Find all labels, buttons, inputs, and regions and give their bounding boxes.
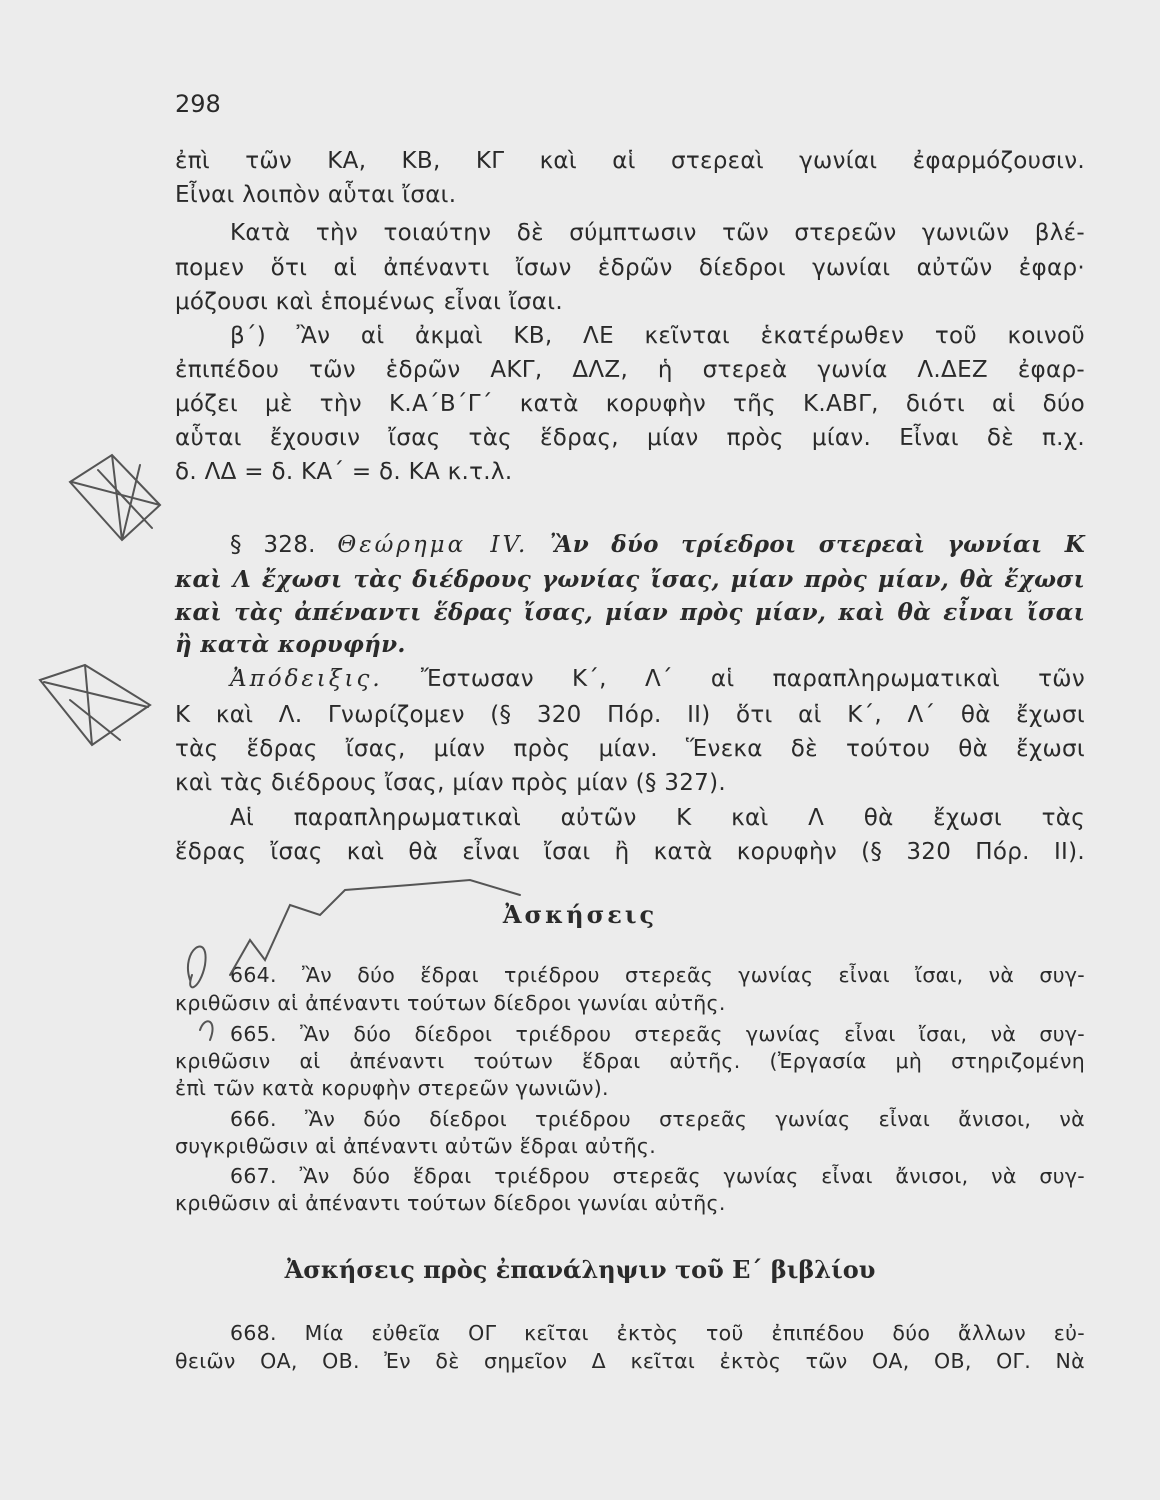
section-number: § 328. <box>230 532 316 558</box>
proof-label: Ἀπόδειξις. <box>230 666 383 692</box>
exercise-line: 667. Ἂν δύο ἕδραι τριέδρου στερεᾶς γωνίας εἶναι ἄνισοι, νὰ συγ- <box>230 1164 1085 1188</box>
exercise-line: κριθῶσιν αἱ ἀπέναντι τούτων δίεδροι γωνίαι αὐτῆς. <box>175 991 726 1015</box>
theorem-line: ἢ κατὰ κορυφήν. <box>175 631 406 658</box>
exercise-line: ἐπὶ τῶν κατὰ κορυφὴν στερεῶν γωνιῶν). <box>175 1076 609 1100</box>
pencil-scribble <box>188 880 520 1040</box>
review-heading: Ἀσκήσεις πρὸς ἐπανάληψιν τοῦ Ε΄ βιβλίου <box>284 1255 876 1284</box>
theorem-line: καὶ Λ ἔχωσι τὰς διέδρους γωνίας ἴσας, μίαν πρὸς μίαν, θὰ ἔχωσι <box>175 566 1085 593</box>
text-line: Αἱ παραπληρωματικαὶ αὐτῶν Κ καὶ Λ θὰ ἔχωσι τὰς <box>230 805 1085 831</box>
text-line: Εἶναι λοιπὸν αὗται ἴσαι. <box>175 182 457 208</box>
text-line: ἐπιπέδου τῶν ἑδρῶν ΑΚΓ, ΔΛΖ, ἡ στερεὰ γωνία Λ.ΔΕΖ ἐφαρ- <box>175 357 1085 383</box>
text-line: τὰς ἕδρας ἴσας, μίαν πρὸς μίαν. Ἕνεκα δὲ τούτου θὰ ἔχωσι <box>175 736 1085 762</box>
text-line: καὶ τὰς διέδρους ἴσας, μίαν πρὸς μίαν (§ 327). <box>175 770 726 796</box>
text-line: μόζει μὲ τὴν Κ.Α΄Β΄Γ΄ κατὰ κορυφὴν τῆς Κ.ΑΒΓ, διότι αἱ δύο <box>175 391 1085 417</box>
text-line: πομεν ὅτι αἱ ἀπέναντι ἴσων ἑδρῶν δίεδροι γωνίαι αὐτῶν ἐφαρ· <box>175 255 1085 281</box>
text-line: ἕδρας ἴσας καὶ θὰ εἶναι ἴσαι ἢ κατὰ κορυφὴν (§ 320 Πόρ. ΙΙ). <box>175 839 1085 865</box>
text-line: β΄) Ἂν αἱ ἀκμαὶ ΚΒ, ΛΕ κεῖνται ἑκατέρωθεν τοῦ κοινοῦ <box>230 323 1085 349</box>
exercises-heading: Ἀσκήσεις <box>502 900 658 929</box>
theorem-line: καὶ τὰς ἀπέναντι ἕδρας ἴσας, μίαν πρὸς μίαν, καὶ θὰ εἶναι ἴσαι <box>175 599 1085 626</box>
exercise-line: 668. Μία εὐθεῖα ΟΓ κεῖται ἐκτὸς τοῦ ἐπιπέδου δύο ἄλλων εὐ- <box>230 1321 1085 1345</box>
exercise-line: 666. Ἂν δύο δίεδροι τριέδρου στερεᾶς γωνίας εἶναι ἄνισοι, νὰ <box>230 1107 1085 1131</box>
exercise-line: κριθῶσιν αἱ ἀπέναντι τούτων δίεδροι γωνίαι αὐτῆς. <box>175 1191 726 1215</box>
page-number: 298 <box>175 90 221 118</box>
exercise-line: 664. Ἂν δύο ἕδραι τριέδρου στερεᾶς γωνίας εἶναι ἴσαι, νὰ συγ- <box>230 963 1085 987</box>
theorem-label: Θεώρημα IV. <box>337 532 529 558</box>
pencil-sketch-middle <box>40 665 150 745</box>
exercise-line: 665. Ἂν δύο δίεδροι τριέδρου στερεᾶς γωνίας εἶναι ἴσαι, νὰ συγ- <box>230 1022 1085 1046</box>
text-line: μόζουσι καὶ ἑπομένως εἶναι ἴσαι. <box>175 289 563 315</box>
text-line: Κατὰ τὴν τοιαύτην δὲ σύμπτωσιν τῶν στερεῶν γωνιῶν βλέ- <box>230 220 1085 246</box>
exercise-line: συγκριθῶσιν αἱ ἀπέναντι αὐτῶν ἕδραι αὐτῆς. <box>175 1134 657 1158</box>
pencil-sketch-top <box>70 455 160 540</box>
text-line: αὗται ἔχουσιν ἴσας τὰς ἕδρας, μίαν πρὸς μίαν. Εἶναι δὲ π.χ. <box>175 425 1085 451</box>
theorem-statement: Ἂν δύο τρίεδροι στερεαὶ γωνίαι Κ <box>549 531 1085 558</box>
text-line: Κ καὶ Λ. Γνωρίζομεν (§ 320 Πόρ. ΙΙ) ὅτι αἱ Κ΄, Λ΄ θὰ ἔχωσι <box>175 702 1085 728</box>
proof-text: Ἔστωσαν Κ΄, Λ΄ αἱ παραπληρωματικαὶ τῶν <box>420 666 1085 692</box>
text-line: ἐπὶ τῶν ΚΑ, ΚΒ, ΚΓ καὶ αἱ στερεαὶ γωνίαι ἐφαρμόζουσιν. <box>175 148 1085 174</box>
text-line: δ. ΛΔ = δ. ΚΑ΄ = δ. ΚΑ κ.τ.λ. <box>175 459 513 485</box>
exercise-line: κριθῶσιν αἱ ἀπέναντι τούτων ἕδραι αὐτῆς. (Ἐργασία μὴ στηριζομένη <box>175 1049 1085 1073</box>
exercise-line: θειῶν ΟΑ, ΟΒ. Ἐν δὲ σημεῖον Δ κεῖται ἐκτὸς τῶν ΟΑ, ΟΒ, ΟΓ. Νὰ <box>175 1349 1085 1373</box>
